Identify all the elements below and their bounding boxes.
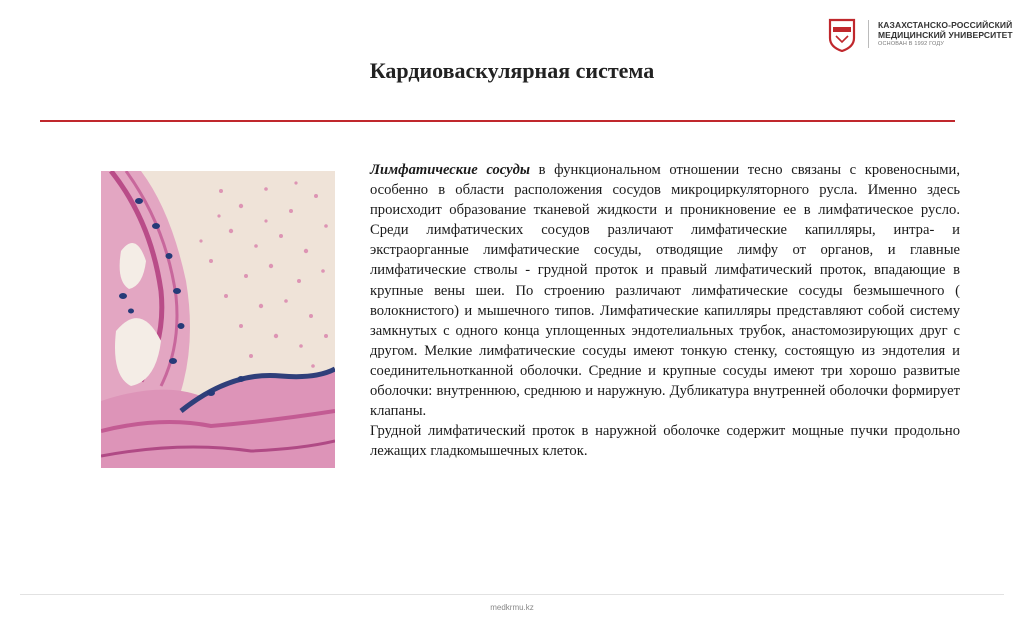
university-logo	[828, 18, 856, 52]
logo-divider	[868, 20, 869, 48]
university-name-line2: МЕДИЦИНСКИЙ УНИВЕРСИТЕТ	[878, 30, 1013, 40]
paragraph-1-text: в функциональном отношении тесно связаны с кровеносными, особенно в области расположения сосудов микроциркуляторного русла. Именно здесь происходит образование тканевой жидкости и проникновение ее в лимфатическое русло. Среди лимфатических сосудов различают лимфатические капилляры, интра- и экстраорганные лимфатические сосуды, отводящие лимфу от органов, и главные лимфатические стволы - грудной проток и правый лимфатический проток, впадающие в крупные вены шеи. По строению различают лимфатические сосуды безмышечного ( волокнистого) и мышечного типов. Лимфатические капилляры представляют собой систему замкнутых с одного конца уплощенных эндотелиальных трубок, анастомозирующих друг с другом. Мелкие лимфатические сосуды имеют тонкую стенку, состоящую из эндотелия и соединительнотканной оболочки. Средние и крупные сосуды имеют три хорошо развитые оболочки: внутреннюю, среднюю и наружную. Дубликатура внутренней оболочки формирует клапаны.	[370, 162, 960, 420]
university-name	[878, 20, 1013, 40]
paragraph-2: Грудной лимфатический проток в наружной оболочке содержит мощные пучки продольно лежащих гладкомышечных клеток.	[370, 423, 960, 460]
footer-divider	[20, 594, 1004, 595]
paragraph-1	[370, 160, 960, 421]
title-divider	[40, 120, 955, 122]
university-name-line1: КАЗАХСТАНСКО-РОССИЙСКИЙ	[878, 20, 1013, 30]
slide-title: Кардиоваскулярная система	[369, 58, 655, 83]
histology-micrograph	[101, 171, 335, 468]
body-text	[370, 160, 960, 461]
lead-term: Лимфатические сосуды	[370, 162, 530, 178]
footer-site: medkrmu.kz	[490, 603, 534, 612]
founded-caption: ОСНОВАН В 1992 ГОДУ	[878, 41, 945, 47]
